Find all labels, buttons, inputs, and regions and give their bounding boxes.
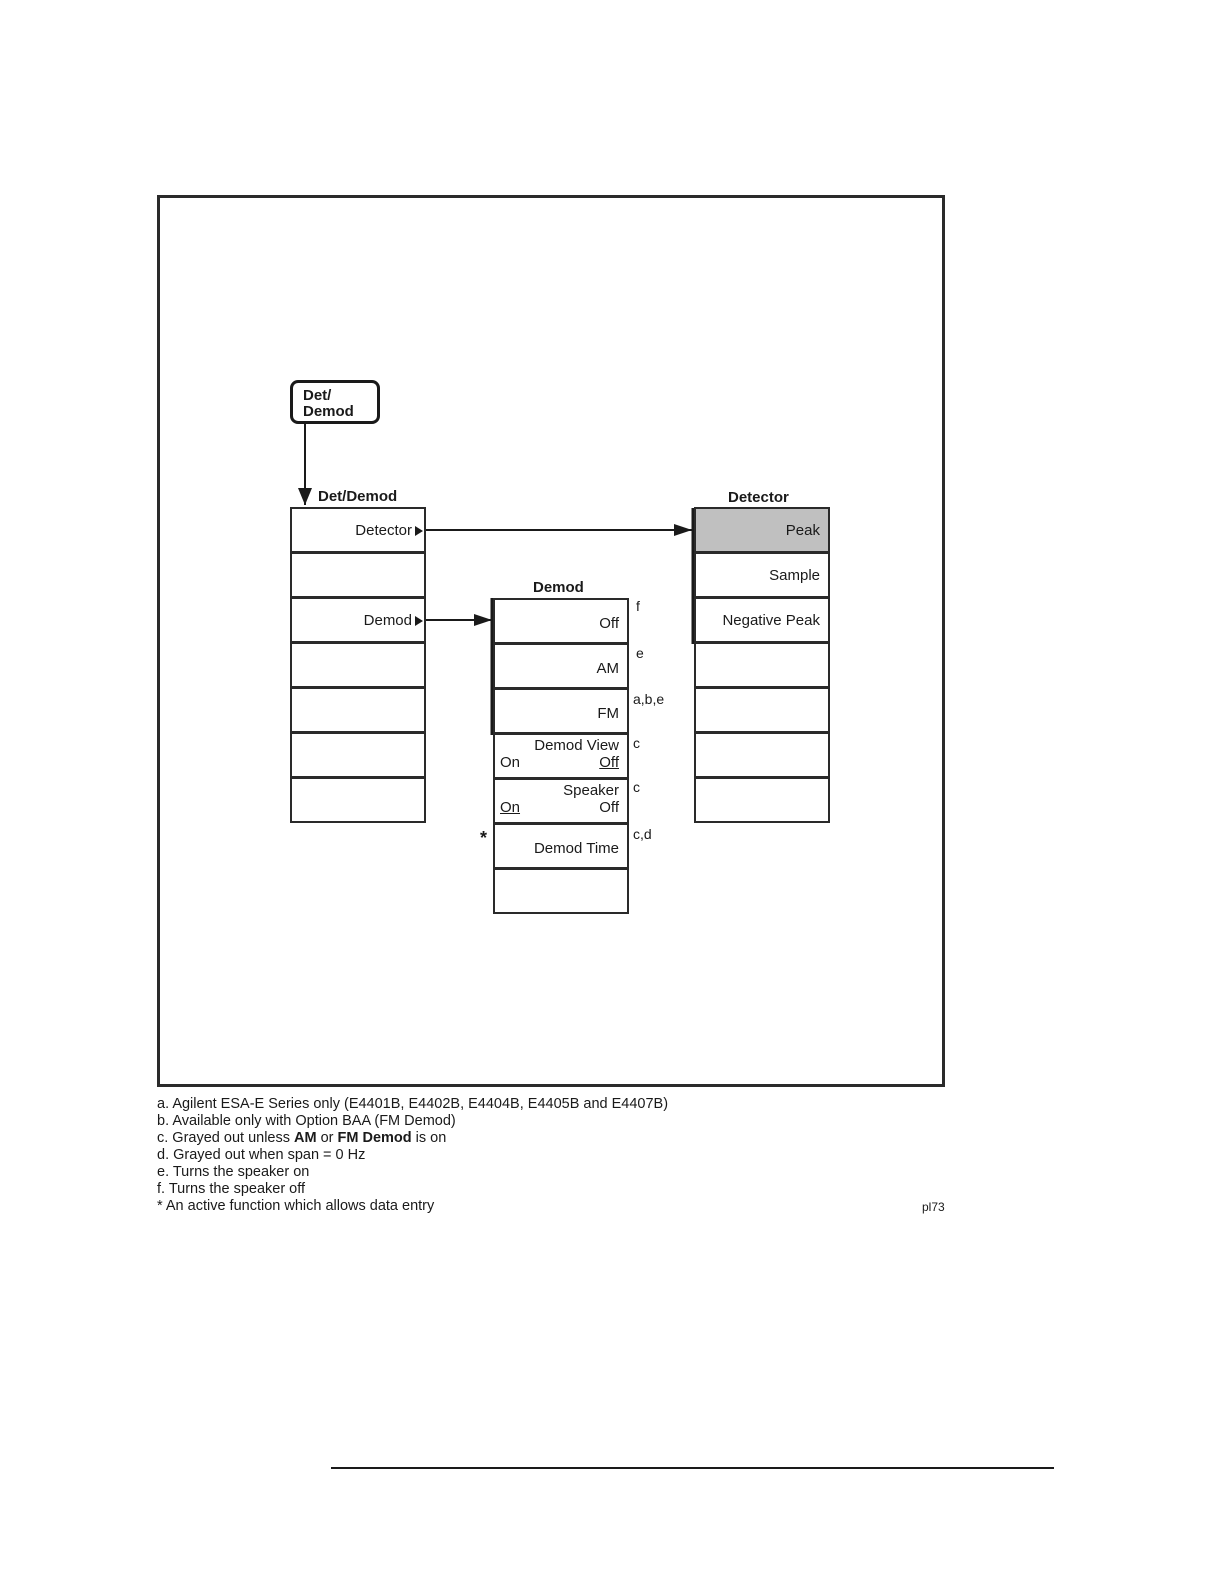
page-rule xyxy=(331,1467,1054,1469)
det-demod-menu-title: Det/Demod xyxy=(318,488,398,505)
demod-am-softkey[interactable] xyxy=(493,643,629,689)
detector-negative-peak-softkey[interactable] xyxy=(694,597,830,643)
submenu-arrow-icon xyxy=(415,526,423,536)
figure-id: pl73 xyxy=(922,1200,945,1214)
footnote-d: d. Grayed out when span = 0 Hz xyxy=(157,1147,366,1163)
detector-softkey-label: Detector xyxy=(355,522,412,539)
speaker-label: Speaker xyxy=(563,782,619,799)
footnote-b: b. Available only with Option BAA (FM Demod) xyxy=(157,1113,456,1129)
detector-negative-peak-label: Negative Peak xyxy=(722,612,820,629)
footnote-a: a. Agilent ESA-E Series only (E4401B, E4402B, E4404B, E4405B and E4407B) xyxy=(157,1096,669,1112)
blank-softkey[interactable] xyxy=(493,868,629,914)
footnote-star: * An active function which allows data entry xyxy=(157,1198,435,1214)
speaker-softkey[interactable] xyxy=(493,778,629,824)
demod-view-softkey[interactable] xyxy=(493,733,629,779)
footnote-c: c. Grayed out unless AM or FM Demod is on xyxy=(157,1130,447,1146)
speaker-off: Off xyxy=(599,799,619,816)
demod-softkey-label: Demod xyxy=(363,612,412,629)
det-demod-hardkey[interactable] xyxy=(290,380,380,424)
blank-softkey[interactable] xyxy=(694,777,830,823)
detector-peak-label: Peak xyxy=(785,522,820,539)
demod-view-on: On xyxy=(500,754,521,771)
blank-softkey[interactable] xyxy=(290,777,426,823)
submenu-arrow-icon xyxy=(415,616,423,626)
detector-menu-title: Detector xyxy=(728,489,789,506)
active-function-marker: * xyxy=(480,828,488,848)
detector-sample-softkey[interactable] xyxy=(694,552,830,598)
demod-view-label: Demod View xyxy=(534,737,619,754)
blank-softkey[interactable] xyxy=(290,687,426,733)
blank-softkey[interactable] xyxy=(694,642,830,688)
note-am: e xyxy=(636,645,644,661)
note-demod-view: c xyxy=(633,735,640,751)
note-speaker: c xyxy=(633,779,640,795)
hardkey-label-line1: Det/ xyxy=(303,387,332,404)
detector-sample-label: Sample xyxy=(769,567,820,584)
demod-view-off-selected: Off xyxy=(599,754,619,771)
blank-softkey[interactable] xyxy=(290,732,426,778)
blank-softkey[interactable] xyxy=(694,732,830,778)
footnote-f: f. Turns the speaker off xyxy=(157,1181,306,1197)
footnotes xyxy=(157,1096,668,1215)
note-off: f xyxy=(636,598,640,614)
detector-peak-softkey[interactable] xyxy=(694,507,830,553)
blank-softkey[interactable] xyxy=(290,552,426,598)
demod-fm-label: FM xyxy=(597,705,619,722)
demod-menu-title: Demod xyxy=(533,579,584,596)
detector-softkey[interactable] xyxy=(290,507,426,553)
demod-time-label: Demod Time xyxy=(533,840,619,857)
hardkey-label-line2: Demod xyxy=(303,403,354,420)
demod-off-label: Off xyxy=(599,615,619,632)
demod-time-softkey[interactable] xyxy=(493,823,629,869)
blank-softkey[interactable] xyxy=(290,642,426,688)
note-demod-time: c,d xyxy=(633,826,652,842)
demod-off-softkey[interactable] xyxy=(493,598,629,644)
demod-softkey[interactable] xyxy=(290,597,426,643)
footnote-e: e. Turns the speaker on xyxy=(157,1164,310,1180)
demod-am-label: AM xyxy=(596,660,619,677)
demod-fm-softkey[interactable] xyxy=(493,688,629,734)
blank-softkey[interactable] xyxy=(694,687,830,733)
note-fm: a,b,e xyxy=(633,691,665,707)
speaker-on-selected: On xyxy=(500,799,521,816)
